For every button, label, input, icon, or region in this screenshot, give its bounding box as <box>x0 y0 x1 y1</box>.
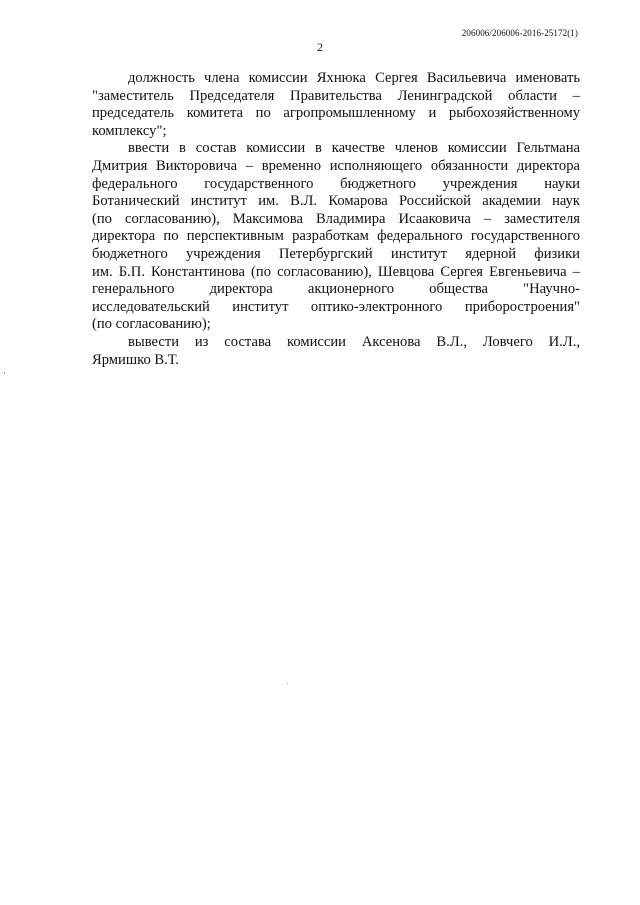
text-line: Дмитрия Викторовича – временно исполняющего обязанности директора <box>92 157 580 174</box>
text-line: генерального директора акционерного общества "Научно- <box>92 281 580 298</box>
text-line: "заместитель Председателя Правительства Ленинградской области – <box>92 87 580 104</box>
text-line: исследовательский институт оптико-электронного приборостроения" <box>92 298 580 315</box>
scan-speck <box>287 683 288 684</box>
text-line: вывести из состава комиссии Аксенова В.Л., Ловчего И.Л., <box>128 333 580 350</box>
text-line: бюджетного учреждения Петербургский институт ядерной физики <box>92 245 580 262</box>
page-number: 2 <box>317 40 323 54</box>
text-line: им. Б.П. Константинова (по согласованию), Шевцова Сергея Евгеньевича – <box>92 263 580 280</box>
text-line: председатель комитета по агропромышленному и рыбохозяйственному <box>92 105 580 122</box>
text-line: федерального государственного бюджетного учреждения науки <box>92 175 580 192</box>
paragraph-add-members <box>92 140 580 334</box>
text-line: (по согласованию); <box>92 316 211 333</box>
document-body <box>92 70 580 369</box>
paragraph-remove-members <box>92 334 580 369</box>
scan-speck <box>4 372 5 374</box>
text-line: ввести в состав комиссии в качестве членов комиссии Гельтмана <box>128 140 580 157</box>
document-id: 206006/206006-2016-25172(1) <box>461 28 578 38</box>
text-line: (по согласованию), Максимова Владимира Исааковича – заместителя <box>92 210 580 227</box>
text-line: Ярмишко В.Т. <box>92 351 179 368</box>
text-line: Ботанический институт им. В.Л. Комарова Российской академии наук <box>92 193 580 210</box>
paragraph-position-rename <box>92 70 580 140</box>
text-line: директора по перспективным разработкам федерального государственного <box>92 228 580 245</box>
text-line: должность члена комиссии Яхнюка Сергея Васильевича именовать <box>128 70 580 86</box>
text-line: комплексу"; <box>92 122 167 139</box>
